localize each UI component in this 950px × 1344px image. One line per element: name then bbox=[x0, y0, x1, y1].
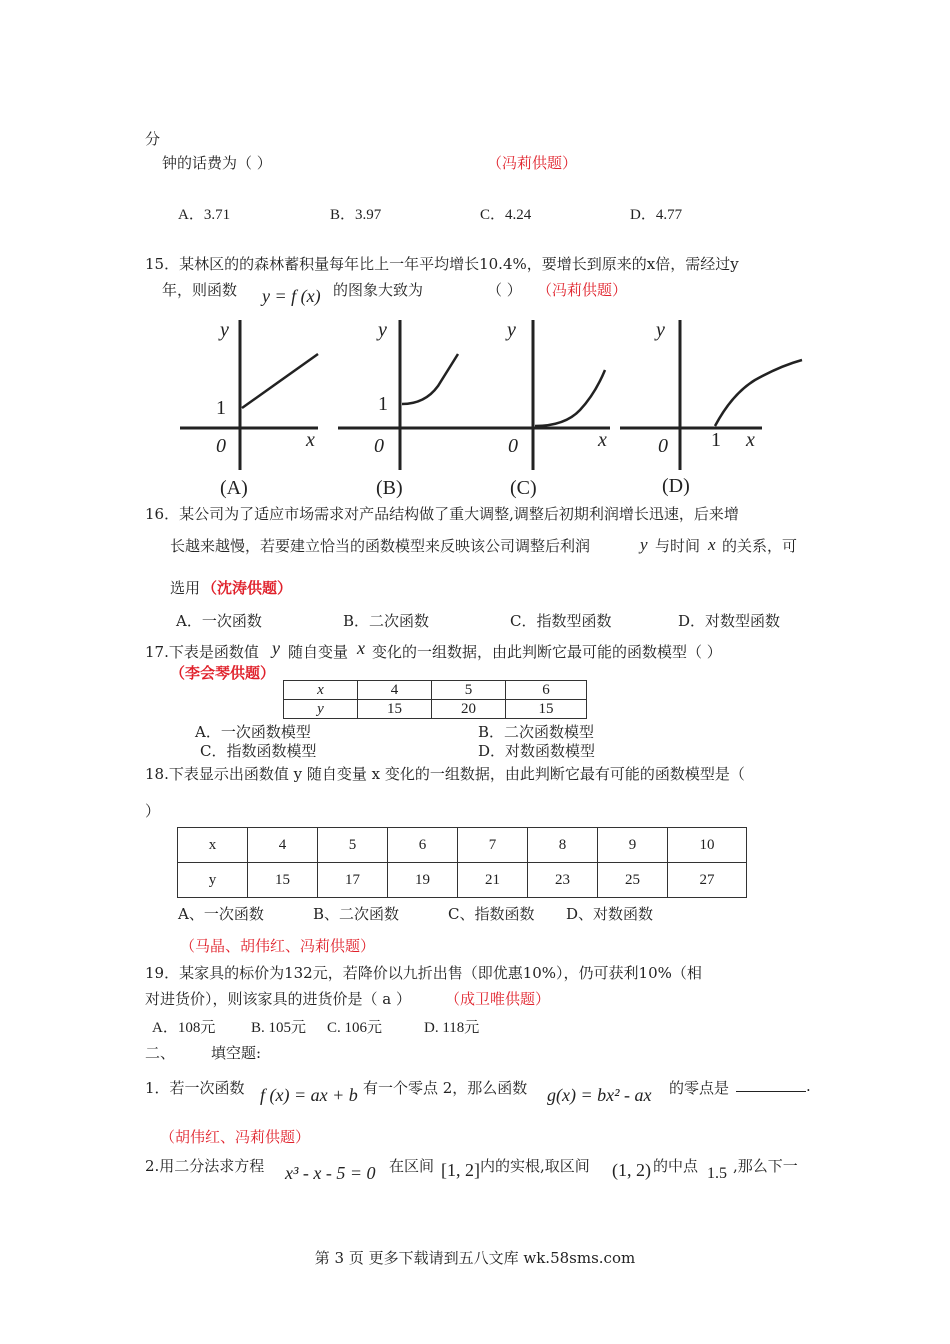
q18-option-b: B、二次函数 bbox=[313, 905, 400, 923]
q18-source: （马晶、胡伟红、冯莉供题） bbox=[180, 937, 376, 955]
graph-c-y-label: y bbox=[507, 319, 516, 341]
q16-var-y: y bbox=[640, 535, 648, 554]
fill1-g: g(x) = bx² - ax bbox=[547, 1085, 652, 1105]
q18-option-c: C、指数函数 bbox=[448, 905, 535, 923]
q16-option-c: C．指数型函数 bbox=[510, 612, 612, 630]
q17-table-row-y bbox=[284, 700, 587, 719]
graph-a-label: (A) bbox=[220, 477, 248, 499]
fill2-value: 1.5 bbox=[707, 1165, 727, 1182]
q18-cell: 8 bbox=[528, 828, 598, 863]
graph-d-label: (D) bbox=[662, 475, 690, 497]
q18-cell: 17 bbox=[318, 863, 388, 898]
graph-b-mark: 1 bbox=[378, 393, 388, 415]
q18-cell: 23 bbox=[528, 863, 598, 898]
q17-cell: 5 bbox=[432, 681, 506, 700]
q14-option-c: C．4.24 bbox=[480, 207, 532, 223]
q16-line2c: 的关系，可 bbox=[722, 537, 798, 555]
graph-d-origin: 0 bbox=[658, 435, 668, 457]
q18-cell: 5 bbox=[318, 828, 388, 863]
fill2-suffix: ,那么下一 bbox=[733, 1157, 798, 1175]
graph-b bbox=[338, 319, 482, 499]
graph-b-label: (B) bbox=[376, 477, 403, 499]
q18-cell: 27 bbox=[668, 863, 747, 898]
fill1-source: （胡伟红、冯莉供题） bbox=[160, 1128, 311, 1146]
q18-cell: 19 bbox=[388, 863, 458, 898]
q16-var-x: x bbox=[708, 535, 716, 554]
graph-d-mark: 1 bbox=[711, 429, 721, 451]
section2-title: 填空题: bbox=[211, 1044, 262, 1062]
q19-option-b: B. 105元 bbox=[251, 1020, 307, 1036]
q14-option-a: A．3.71 bbox=[178, 207, 231, 223]
q17-source: （李会琴供题） bbox=[170, 664, 276, 682]
q18-cell: 4 bbox=[248, 828, 318, 863]
page-footer: 第 3 页 更多下载请到五八文库 wk.58sms.com bbox=[314, 1249, 636, 1267]
q17-table-row-x bbox=[284, 681, 587, 700]
q18-line1: 18.下表显示出函数值 y 随自变量 x 变化的一组数据，由此判断它最有可能的函数模型是（ bbox=[145, 765, 745, 783]
q17-cell: x bbox=[284, 681, 358, 700]
fill1-mid: 有一个零点 2，那么函数 bbox=[363, 1079, 528, 1097]
q17-var-x: x bbox=[357, 638, 365, 658]
q18-cell: 6 bbox=[388, 828, 458, 863]
q16-line3: 选用 bbox=[170, 579, 201, 597]
q17-line1b: 随自变量 bbox=[288, 643, 349, 661]
q17-cell: 15 bbox=[506, 700, 587, 719]
fill2-mid1: 在区间 bbox=[389, 1157, 435, 1175]
q16-source: （沈涛供题） bbox=[202, 579, 293, 597]
q17-option-b: B．二次函数模型 bbox=[478, 723, 595, 741]
graph-c-label: (C) bbox=[510, 477, 537, 499]
fill1-end: . bbox=[806, 1077, 811, 1095]
fill2-prefix: 2.用二分法求方程 bbox=[145, 1157, 265, 1175]
fill1-prefix: 1．若一次函数 bbox=[145, 1079, 245, 1097]
q18-line2: ） bbox=[145, 802, 161, 820]
q14-source: （冯莉供题） bbox=[487, 154, 578, 172]
q18-table-row-x bbox=[178, 828, 747, 863]
q19-line1: 19．某家具的标价为132元，若降价以九折出售（即优惠10%），仍可获利10%（相 bbox=[145, 964, 702, 982]
graph-b-y-label: y bbox=[378, 319, 387, 341]
q18-cell: 15 bbox=[248, 863, 318, 898]
q14-option-b: B．3.97 bbox=[330, 207, 382, 223]
graph-a-origin: 0 bbox=[216, 435, 226, 457]
q17-cell: 4 bbox=[358, 681, 432, 700]
q17-table bbox=[283, 680, 587, 719]
q16-option-a: A．一次函数 bbox=[176, 612, 262, 630]
fill2-interval2: (1, 2) bbox=[612, 1160, 651, 1180]
q16-line1: 16．某公司为了适应市场需求对产品结构做了重大调整,调整后初期利润增长迅速，后来增 bbox=[145, 505, 739, 523]
q19-option-c: C. 106元 bbox=[327, 1020, 383, 1036]
graph-c bbox=[482, 319, 610, 499]
q17-cell: 15 bbox=[358, 700, 432, 719]
q18-cell: 25 bbox=[598, 863, 668, 898]
q18-cell: x bbox=[178, 828, 248, 863]
q18-cell: 7 bbox=[458, 828, 528, 863]
q19-line2: 对进货价），则该家具的进货价是（ a ） bbox=[145, 990, 411, 1008]
graph-d-curve bbox=[715, 360, 802, 426]
graph-d-y-label: y bbox=[656, 319, 665, 341]
graph-d bbox=[620, 319, 802, 497]
q18-option-d: D、对数函数 bbox=[566, 905, 654, 923]
q17-line1c: 变化的一组数据，由此判断它最可能的函数模型（ ） bbox=[372, 643, 722, 661]
q17-option-d: D．对数函数模型 bbox=[478, 742, 596, 760]
graph-a-mark: 1 bbox=[216, 397, 226, 419]
q16-line2b: 与时间 bbox=[655, 537, 701, 555]
q19-source: （成卫唯供题） bbox=[445, 990, 551, 1008]
q17-option-a: A．一次函数模型 bbox=[195, 723, 311, 741]
graph-c-origin: 0 bbox=[508, 435, 518, 457]
graph-b-curve bbox=[402, 354, 458, 404]
fill2-interval1: [1, 2] bbox=[441, 1160, 480, 1180]
q18-table bbox=[177, 827, 747, 898]
q15-line2a: 年，则函数 bbox=[162, 281, 238, 299]
q16-option-d: D．对数型函数 bbox=[678, 612, 781, 630]
q18-cell: y bbox=[178, 863, 248, 898]
q15-line1: 15．某林区的的森林蓄积量每年比上一年平均增长10.4%，要增长到原来的x倍，需经过y bbox=[145, 255, 739, 273]
q19-option-a: A．108元 bbox=[152, 1020, 216, 1036]
q17-line1a: 17.下表是函数值 bbox=[145, 643, 259, 661]
graph-a-y-label: y bbox=[220, 319, 229, 341]
graph-d-x-label: x bbox=[746, 429, 755, 451]
q17-cell: y bbox=[284, 700, 358, 719]
q16-line2a: 长越来越慢，若要建立恰当的函数模型来反映该公司调整后利润 bbox=[170, 537, 591, 555]
q17-cell: 20 bbox=[432, 700, 506, 719]
fill1-f: f (x) = ax + b bbox=[260, 1085, 358, 1105]
graph-c-curve bbox=[535, 370, 605, 426]
graph-c-x-label: x bbox=[598, 429, 607, 451]
q18-option-a: A、一次函数 bbox=[178, 905, 264, 923]
q14-line1: 分 bbox=[145, 130, 161, 148]
q18-table-row-y bbox=[178, 863, 747, 898]
q18-cell: 21 bbox=[458, 863, 528, 898]
graph-b-origin: 0 bbox=[374, 435, 384, 457]
fill1-answer-blank[interactable] bbox=[736, 1077, 806, 1096]
graph-a-x-label: x bbox=[306, 429, 315, 451]
fill2-mid3: 的中点 bbox=[653, 1157, 699, 1175]
graph-a bbox=[180, 319, 318, 499]
fill2-equation: x³ - x - 5 = 0 bbox=[285, 1163, 376, 1183]
q14-line2: 钟的话费为（ ） bbox=[162, 154, 272, 172]
q18-cell: 10 bbox=[668, 828, 747, 863]
q15-line2b: 的图象大致为 bbox=[333, 281, 424, 299]
graph-a-curve bbox=[242, 354, 318, 408]
q15-function: y = f (x) bbox=[262, 286, 321, 306]
q18-cell: 9 bbox=[598, 828, 668, 863]
q17-cell: 6 bbox=[506, 681, 587, 700]
q16-option-b: B．二次函数 bbox=[343, 612, 430, 630]
q17-option-c: C．指数函数模型 bbox=[200, 742, 317, 760]
q17-var-y: y bbox=[272, 638, 280, 658]
q15-paren: （ ） bbox=[487, 281, 522, 299]
section2-number: 二、 bbox=[145, 1044, 176, 1062]
q15-source: （冯莉供题） bbox=[537, 281, 628, 299]
q19-option-d: D. 118元 bbox=[424, 1020, 480, 1036]
fill1-suffix: 的零点是 bbox=[669, 1079, 730, 1097]
q14-option-d: D．4.77 bbox=[630, 207, 683, 223]
q15-graphs bbox=[170, 312, 820, 502]
fill2-mid2: 内的实根,取区间 bbox=[480, 1157, 590, 1175]
